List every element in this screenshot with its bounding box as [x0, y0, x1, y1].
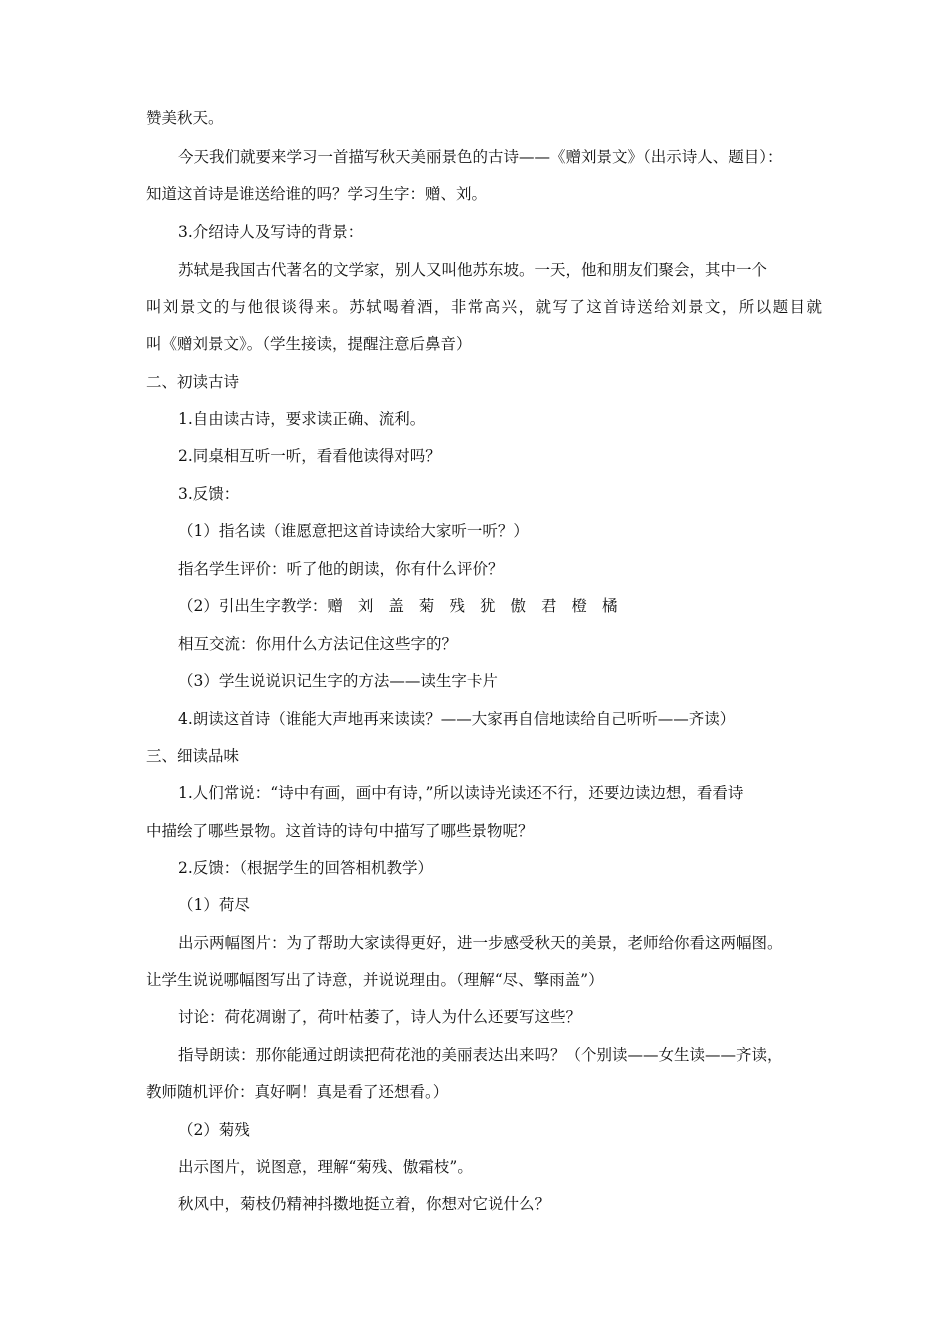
- new-characters-label: （2）引出生字教学：: [178, 597, 328, 615]
- text-line: 今天我们就要来学习一首描写秋天美丽景色的古诗——《赠刘景文》（出示诗人、题目）：: [178, 148, 783, 166]
- text-line: 叫《赠刘景文》。（学生接读，提醒注意后鼻音）: [146, 335, 472, 353]
- new-character: 残: [449, 597, 465, 615]
- text-line: 2.反馈：（根据学生的回答相机教学）: [178, 859, 434, 877]
- text-line: [178, 596, 633, 616]
- text-line: 指名学生评价：听了他的朗读，你有什么评价？: [178, 560, 504, 578]
- text-line: （1）指名读（谁愿意把这首诗读给大家听一听？）: [178, 522, 529, 540]
- new-character: 菊: [418, 597, 435, 615]
- text-line: 相互交流：你用什么方法记住这些字的？: [178, 635, 458, 653]
- text-line: 2.同桌相互听一听，看看他读得对吗？: [178, 447, 441, 465]
- new-character: 犹: [479, 597, 496, 615]
- text-line: 叫刘景文的与他很谈得来。苏轼喝着酒，非常高兴，就写了这首诗送给刘景文，所以题目就: [146, 298, 822, 316]
- text-line: 指导朗读：那你能通过朗读把荷花池的美丽表达出来吗？（个别读——女生读——齐读，: [178, 1046, 783, 1064]
- text-line: 1.自由读古诗，要求读正确、流利。: [178, 410, 426, 428]
- text-line: 出示两幅图片：为了帮助大家读得更好，进一步感受秋天的美景，老师给你看这两幅图。: [178, 934, 783, 952]
- new-character: 橘: [602, 597, 618, 615]
- new-character: 刘: [357, 597, 374, 615]
- new-character: 傲: [510, 597, 526, 615]
- new-character: 盖: [388, 597, 404, 615]
- new-character: 赠: [327, 597, 343, 615]
- text-line: 3.反馈：: [178, 485, 240, 503]
- text-line: （3）学生说说识记生字的方法——读生字卡片: [178, 672, 498, 690]
- text-line: 1.人们常说：“诗中有画，画中有诗，”所以读诗光读还不行，还要边读边想，看看诗: [178, 784, 744, 802]
- section-heading: 三、细读品味: [146, 747, 240, 765]
- text-line: 知道这首诗是谁送给谁的吗？学习生字：赠、刘。: [146, 185, 488, 203]
- text-line: 让学生说说哪幅图写出了诗意，并说说理由。（理解“尽、擎雨盖”）: [146, 971, 604, 989]
- text-line: 教师随机评价：真好啊！真是看了还想看。）: [146, 1083, 449, 1101]
- new-character: 橙: [571, 597, 588, 615]
- new-character: 君: [540, 597, 557, 615]
- text-line: 讨论：荷花凋谢了，荷叶枯萎了，诗人为什么还要写这些？: [178, 1008, 582, 1026]
- text-line: （2）菊残: [178, 1121, 250, 1139]
- section-heading: 二、初读古诗: [146, 373, 240, 391]
- text-line: 出示图片，说图意，理解“菊残、傲霜枝”。: [178, 1158, 473, 1176]
- new-characters-list: [327, 597, 632, 615]
- text-line: 赞美秋天。: [146, 109, 224, 127]
- text-line: 中描绘了哪些景物。这首诗的诗句中描写了哪些景物呢？: [146, 822, 534, 840]
- text-line: 4.朗读这首诗（谁能大声地再来读读？——大家再自信地读给自己听听——齐读）: [178, 710, 736, 728]
- text-line: （1）荷尽: [178, 896, 250, 914]
- text-line: 苏轼是我国古代著名的文学家，别人又叫他苏东坡。一天，他和朋友们聚会，其中一个: [178, 261, 768, 279]
- text-line: 3.介绍诗人及写诗的背景：: [178, 223, 364, 241]
- text-line: 秋风中，菊枝仍精神抖擞地挺立着，你想对它说什么？: [178, 1195, 551, 1213]
